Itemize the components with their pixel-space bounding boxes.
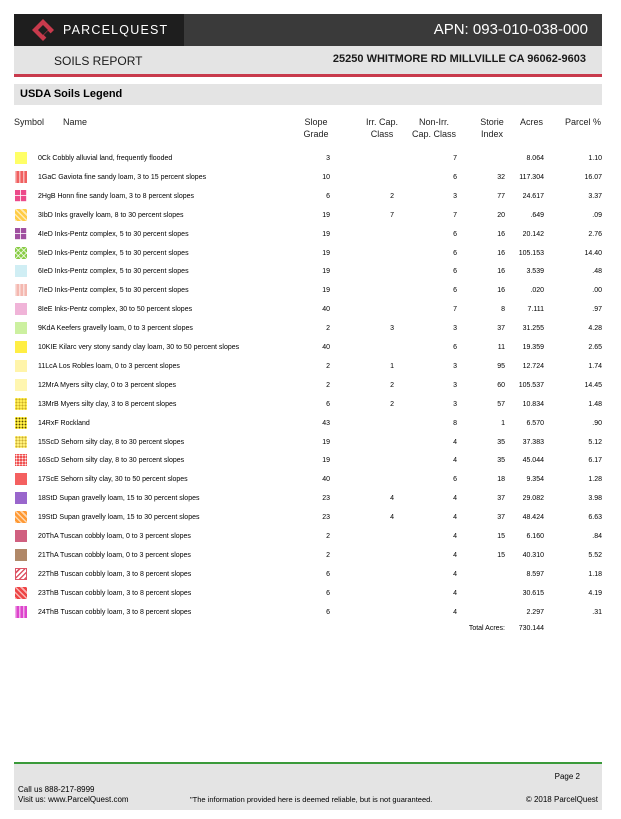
slope-grade: 19 [322,287,330,295]
slope-grade: 40 [322,306,330,314]
parcel-percent: 6.17 [588,457,602,465]
non-irrigated-class: 4 [453,495,457,503]
soil-name: 18StD Supan gravelly loam, 15 to 30 percent slopes [38,495,200,503]
storie-index: 16 [497,249,505,257]
irrigated-class: 2 [390,381,394,389]
soil-name: 0Ck Cobbly alluvial land, frequently flooded [38,155,173,162]
storie-index: 35 [497,438,505,446]
table-row [0,319,621,336]
parcel-percent: 4.28 [588,325,602,333]
acres: .649 [530,211,544,219]
acres: 24.617 [522,192,544,200]
col-acres: Acres [520,117,544,127]
soil-color-swatch [15,530,27,542]
soil-color-swatch [15,209,27,221]
table-row [0,225,621,242]
acres: 3.539 [526,268,544,276]
soil-color-swatch [15,284,27,296]
parcelquest-logo-icon [31,18,55,42]
parcel-percent: .84 [592,533,602,540]
soil-color-swatch [15,247,27,259]
soil-name: 12MrA Myers silty clay, 0 to 3 percent slopes [38,381,176,389]
website-link[interactable]: Visit us: www.ParcelQuest.com [18,795,129,804]
slope-grade: 19 [322,268,330,276]
table-row [0,395,621,412]
table-row [0,489,621,506]
acres: 30.615 [522,589,544,597]
parcel-percent: 14.45 [584,381,602,389]
col-slope-line1: Slope [304,117,328,127]
slope-grade: 40 [322,476,330,484]
slope-grade: 23 [322,514,330,522]
soil-color-swatch [15,511,27,523]
storie-index: 16 [497,230,505,238]
slope-grade: 19 [322,230,330,238]
legend-title: USDA Soils Legend [20,88,123,100]
soil-name: 5IeD Inks-Pentz complex, 5 to 30 percent slopes [38,249,189,257]
slope-grade: 40 [322,344,330,351]
table-row [0,433,621,450]
parcel-percent: .97 [592,306,602,314]
irrigated-class: 3 [390,325,394,333]
acres: 105.537 [518,381,544,389]
non-irrigated-class: 7 [453,306,457,314]
storie-index: 60 [497,381,505,389]
storie-index: 15 [497,551,505,559]
storie-index: 16 [497,268,505,276]
acres: 37.383 [522,438,544,446]
storie-index: 11 [497,344,505,351]
parcel-percent: 4.19 [588,589,602,597]
slope-grade: 6 [326,192,330,200]
soil-name: 23ThB Tuscan cobbly loam, 3 to 8 percent slopes [38,589,192,597]
soil-name: 1GaC Gaviota fine sandy loam, 3 to 15 percent slopes [38,173,207,181]
slope-grade: 19 [322,249,330,257]
table-row [0,584,621,601]
table-row [0,281,621,298]
parcel-percent: 1.18 [588,570,602,578]
table-row [0,338,621,355]
non-irrigated-class: 4 [453,589,457,597]
contact-phone: Call us 888-217-8999 [18,785,95,794]
soil-color-swatch [15,341,27,353]
table-row [0,470,621,487]
col-slope-line2: Grade [303,129,329,139]
acres: 40.310 [522,551,544,559]
parcel-percent: 1.28 [588,476,602,484]
soil-color-swatch [15,379,27,391]
acres: 10.834 [522,400,544,408]
non-irrigated-class: 8 [453,419,457,427]
parcel-percent: .90 [592,419,602,427]
soil-name: 22ThB Tuscan cobbly loam, 3 to 8 percent slopes [38,570,192,578]
total-acres-label: Total Acres: [468,625,505,632]
storie-index: 77 [497,192,505,200]
soil-name: 6IeD Inks-Pentz complex, 5 to 30 percent slopes [38,268,189,276]
soil-color-swatch [15,190,27,202]
slope-grade: 19 [322,438,330,446]
col-irr [352,116,412,140]
slope-grade: 43 [322,419,330,427]
non-irrigated-class: 6 [453,230,457,238]
col-name: Name [63,117,88,127]
col-irr-line1: Irr. Cap. [365,117,398,127]
non-irrigated-class: 3 [453,381,457,389]
slope-grade: 6 [326,589,330,597]
non-irrigated-class: 3 [453,192,457,200]
report-subheader [14,46,602,74]
soil-name: 10KIE Kilarc very stony sandy clay loam, 30 to 50 percent slopes [38,344,240,351]
soil-name: 3IbD Inks gravelly loam, 8 to 30 percent slopes [38,211,184,219]
irrigated-class: 7 [390,211,394,219]
soil-color-swatch [15,568,27,580]
storie-index: 35 [497,457,505,465]
acres: 45.044 [522,457,544,465]
parcel-percent: .31 [592,608,602,616]
parcel-percent: 14.40 [584,249,602,257]
col-nonirr [406,116,462,140]
table-row [0,414,621,431]
parcel-percent: 2.76 [588,230,602,238]
acres: 9.354 [526,476,544,484]
irrigated-class: 1 [390,362,394,370]
acres: 12.724 [522,362,544,370]
irrigated-class: 4 [390,495,394,503]
soil-color-swatch [15,436,27,448]
slope-grade: 10 [322,173,330,181]
soil-name: 2HgB Honn fine sandy loam, 3 to 8 percent slopes [38,192,195,200]
non-irrigated-class: 4 [453,457,457,465]
soil-name: 7IeD Inks-Pentz complex, 5 to 30 percent slopes [38,287,189,295]
non-irrigated-class: 6 [453,344,457,351]
parcel-percent: 2.65 [588,344,602,351]
report-title: SOILS REPORT [54,54,143,68]
soil-color-swatch [15,606,27,618]
col-storie [474,116,510,140]
soil-name: 13MrB Myers silty clay, 3 to 8 percent slopes [38,400,177,408]
soil-name: 14RxF Rockland [38,419,90,427]
non-irrigated-class: 4 [453,438,457,446]
parcel-percent: 16.07 [584,173,602,181]
acres: 2.297 [526,608,544,616]
col-nonirr-line1: Non-Irr. [418,117,449,127]
storie-index: 37 [497,495,505,503]
slope-grade: 2 [326,325,330,333]
slope-grade: 19 [322,457,330,465]
copyright: © 2018 ParcelQuest [525,795,598,804]
property-address: 25250 WHITMORE RD MILLVILLE CA 96062-9603 [332,53,586,65]
soil-color-swatch [15,587,27,599]
acres: 8.064 [526,155,544,162]
storie-index: 1 [501,419,505,427]
apn-number: APN: 093-010-038-000 [433,21,588,38]
slope-grade: 2 [326,362,330,370]
parcel-percent: 1.10 [588,155,602,162]
soil-color-swatch [15,417,27,429]
non-irrigated-class: 6 [453,173,457,181]
table-row [0,187,621,204]
slope-grade: 23 [322,495,330,503]
table-row [0,376,621,393]
soil-name: 8IeE Inks-Pentz complex, 30 to 50 percent slopes [38,306,193,314]
non-irrigated-class: 7 [453,155,457,162]
slope-grade: 2 [326,551,330,559]
soil-color-swatch [15,454,27,466]
irrigated-class: 4 [390,514,394,522]
acres: 6.160 [526,533,544,540]
table-row [0,451,621,468]
parcel-percent: 1.74 [588,362,602,370]
parcel-percent: .00 [592,287,602,295]
storie-index: 57 [497,400,505,408]
parcel-percent: .48 [592,268,602,276]
slope-grade: 2 [326,381,330,389]
soil-name: 19StD Supan gravelly loam, 15 to 30 percent slopes [38,514,200,522]
soil-color-swatch [15,152,27,164]
soil-color-swatch [15,303,27,315]
storie-index: 20 [497,211,505,219]
col-irr-line2: Class [370,129,394,139]
table-row [0,262,621,279]
slope-grade: 6 [326,400,330,408]
storie-index: 16 [497,287,505,295]
soil-name: 20ThA Tuscan cobbly loam, 0 to 3 percent slopes [38,533,191,540]
table-row [0,244,621,261]
col-symbol: Symbol [14,117,45,127]
soil-color-swatch [15,492,27,504]
parcel-percent: 5.52 [588,551,602,559]
soil-name: 16ScD Sehorn silty clay, 8 to 30 percent slopes [38,457,185,465]
irrigated-class: 2 [390,192,394,200]
storie-index: 15 [497,533,505,540]
col-nonirr-line2: Cap. Class [411,129,456,139]
slope-grade: 6 [326,570,330,578]
acres: 7.111 [527,306,544,314]
table-row [0,508,621,525]
parcel-percent: 5.12 [588,438,602,446]
legend-title-bar [14,84,602,105]
soil-name: 11LcA Los Robles loam, 0 to 3 percent slopes [38,362,180,370]
acres: 8.597 [526,570,544,578]
slope-grade: 19 [322,211,330,219]
soil-color-swatch [15,171,27,183]
non-irrigated-class: 6 [453,287,457,295]
soil-color-swatch [15,322,27,334]
storie-index: 8 [501,306,505,314]
acres: 105.153 [518,249,544,257]
col-slope [298,116,334,140]
brand-logo [14,14,184,46]
storie-index: 37 [497,325,505,333]
non-irrigated-class: 4 [453,551,457,559]
non-irrigated-class: 4 [453,570,457,578]
table-row [0,300,621,317]
acres: 6.570 [526,419,544,427]
non-irrigated-class: 7 [453,211,457,219]
storie-index: 18 [497,476,505,484]
slope-grade: 3 [326,155,330,162]
table-row [0,527,621,544]
col-storie-line1: Storie [480,117,504,127]
non-irrigated-class: 4 [453,533,457,540]
table-row [0,206,621,223]
soil-color-swatch [15,473,27,485]
subheader-divider [14,74,602,77]
acres: 48.424 [522,514,544,522]
soil-name: 17ScE Sehorn silty clay, 30 to 50 percent slopes [38,476,188,484]
irrigated-class: 2 [390,400,394,408]
non-irrigated-class: 6 [453,268,457,276]
non-irrigated-class: 4 [453,514,457,522]
non-irrigated-class: 3 [453,362,457,370]
parcel-percent: 3.37 [588,192,602,200]
soil-name: 4IeD Inks-Pentz complex, 5 to 30 percent slopes [38,230,189,238]
acres: 19.359 [522,344,544,351]
report-footer [14,764,602,810]
table-row [0,603,621,620]
soil-name: 9KdA Keefers gravelly loam, 0 to 3 percent slopes [38,325,193,333]
acres: 20.142 [522,230,544,238]
acres: 31.255 [522,325,544,333]
brand-name: PARCELQUEST [63,23,169,37]
table-row [0,168,621,185]
soil-name: 24ThB Tuscan cobbly loam, 3 to 8 percent slopes [38,608,192,616]
parcel-percent: 1.48 [588,400,602,408]
table-row [0,357,621,374]
table-row [0,149,621,166]
non-irrigated-class: 6 [453,476,457,484]
acres: 29.082 [522,495,544,503]
soil-name: 15ScD Sehorn silty clay, 8 to 30 percent slopes [38,438,185,446]
soil-color-swatch [15,265,27,277]
non-irrigated-class: 6 [453,249,457,257]
slope-grade: 6 [326,608,330,616]
parcel-percent: .09 [592,211,602,219]
parcel-percent: 6.63 [588,514,602,522]
soil-color-swatch [15,549,27,561]
non-irrigated-class: 3 [453,400,457,408]
acres: .020 [530,287,544,295]
table-row [0,546,621,563]
parcel-percent: 3.98 [588,495,602,503]
soil-color-swatch [15,360,27,372]
soil-color-swatch [15,398,27,410]
soil-color-swatch [15,228,27,240]
storie-index: 95 [497,362,505,370]
table-row [0,565,621,582]
storie-index: 32 [497,173,505,181]
acres: 117.304 [519,173,544,181]
storie-index: 37 [497,514,505,522]
non-irrigated-class: 3 [453,325,457,333]
total-acres-value: 730.144 [518,625,544,632]
soil-name: 21ThA Tuscan cobbly loam, 0 to 3 percent slopes [38,551,191,559]
page-number: Page 2 [554,772,580,781]
col-parcel: Parcel % [565,117,602,127]
disclaimer: "The information provided here is deemed reliable, but is not guaranteed. [190,795,433,804]
col-storie-line2: Index [480,129,504,139]
non-irrigated-class: 4 [453,608,457,616]
slope-grade: 2 [326,533,330,540]
report-header [14,14,602,46]
